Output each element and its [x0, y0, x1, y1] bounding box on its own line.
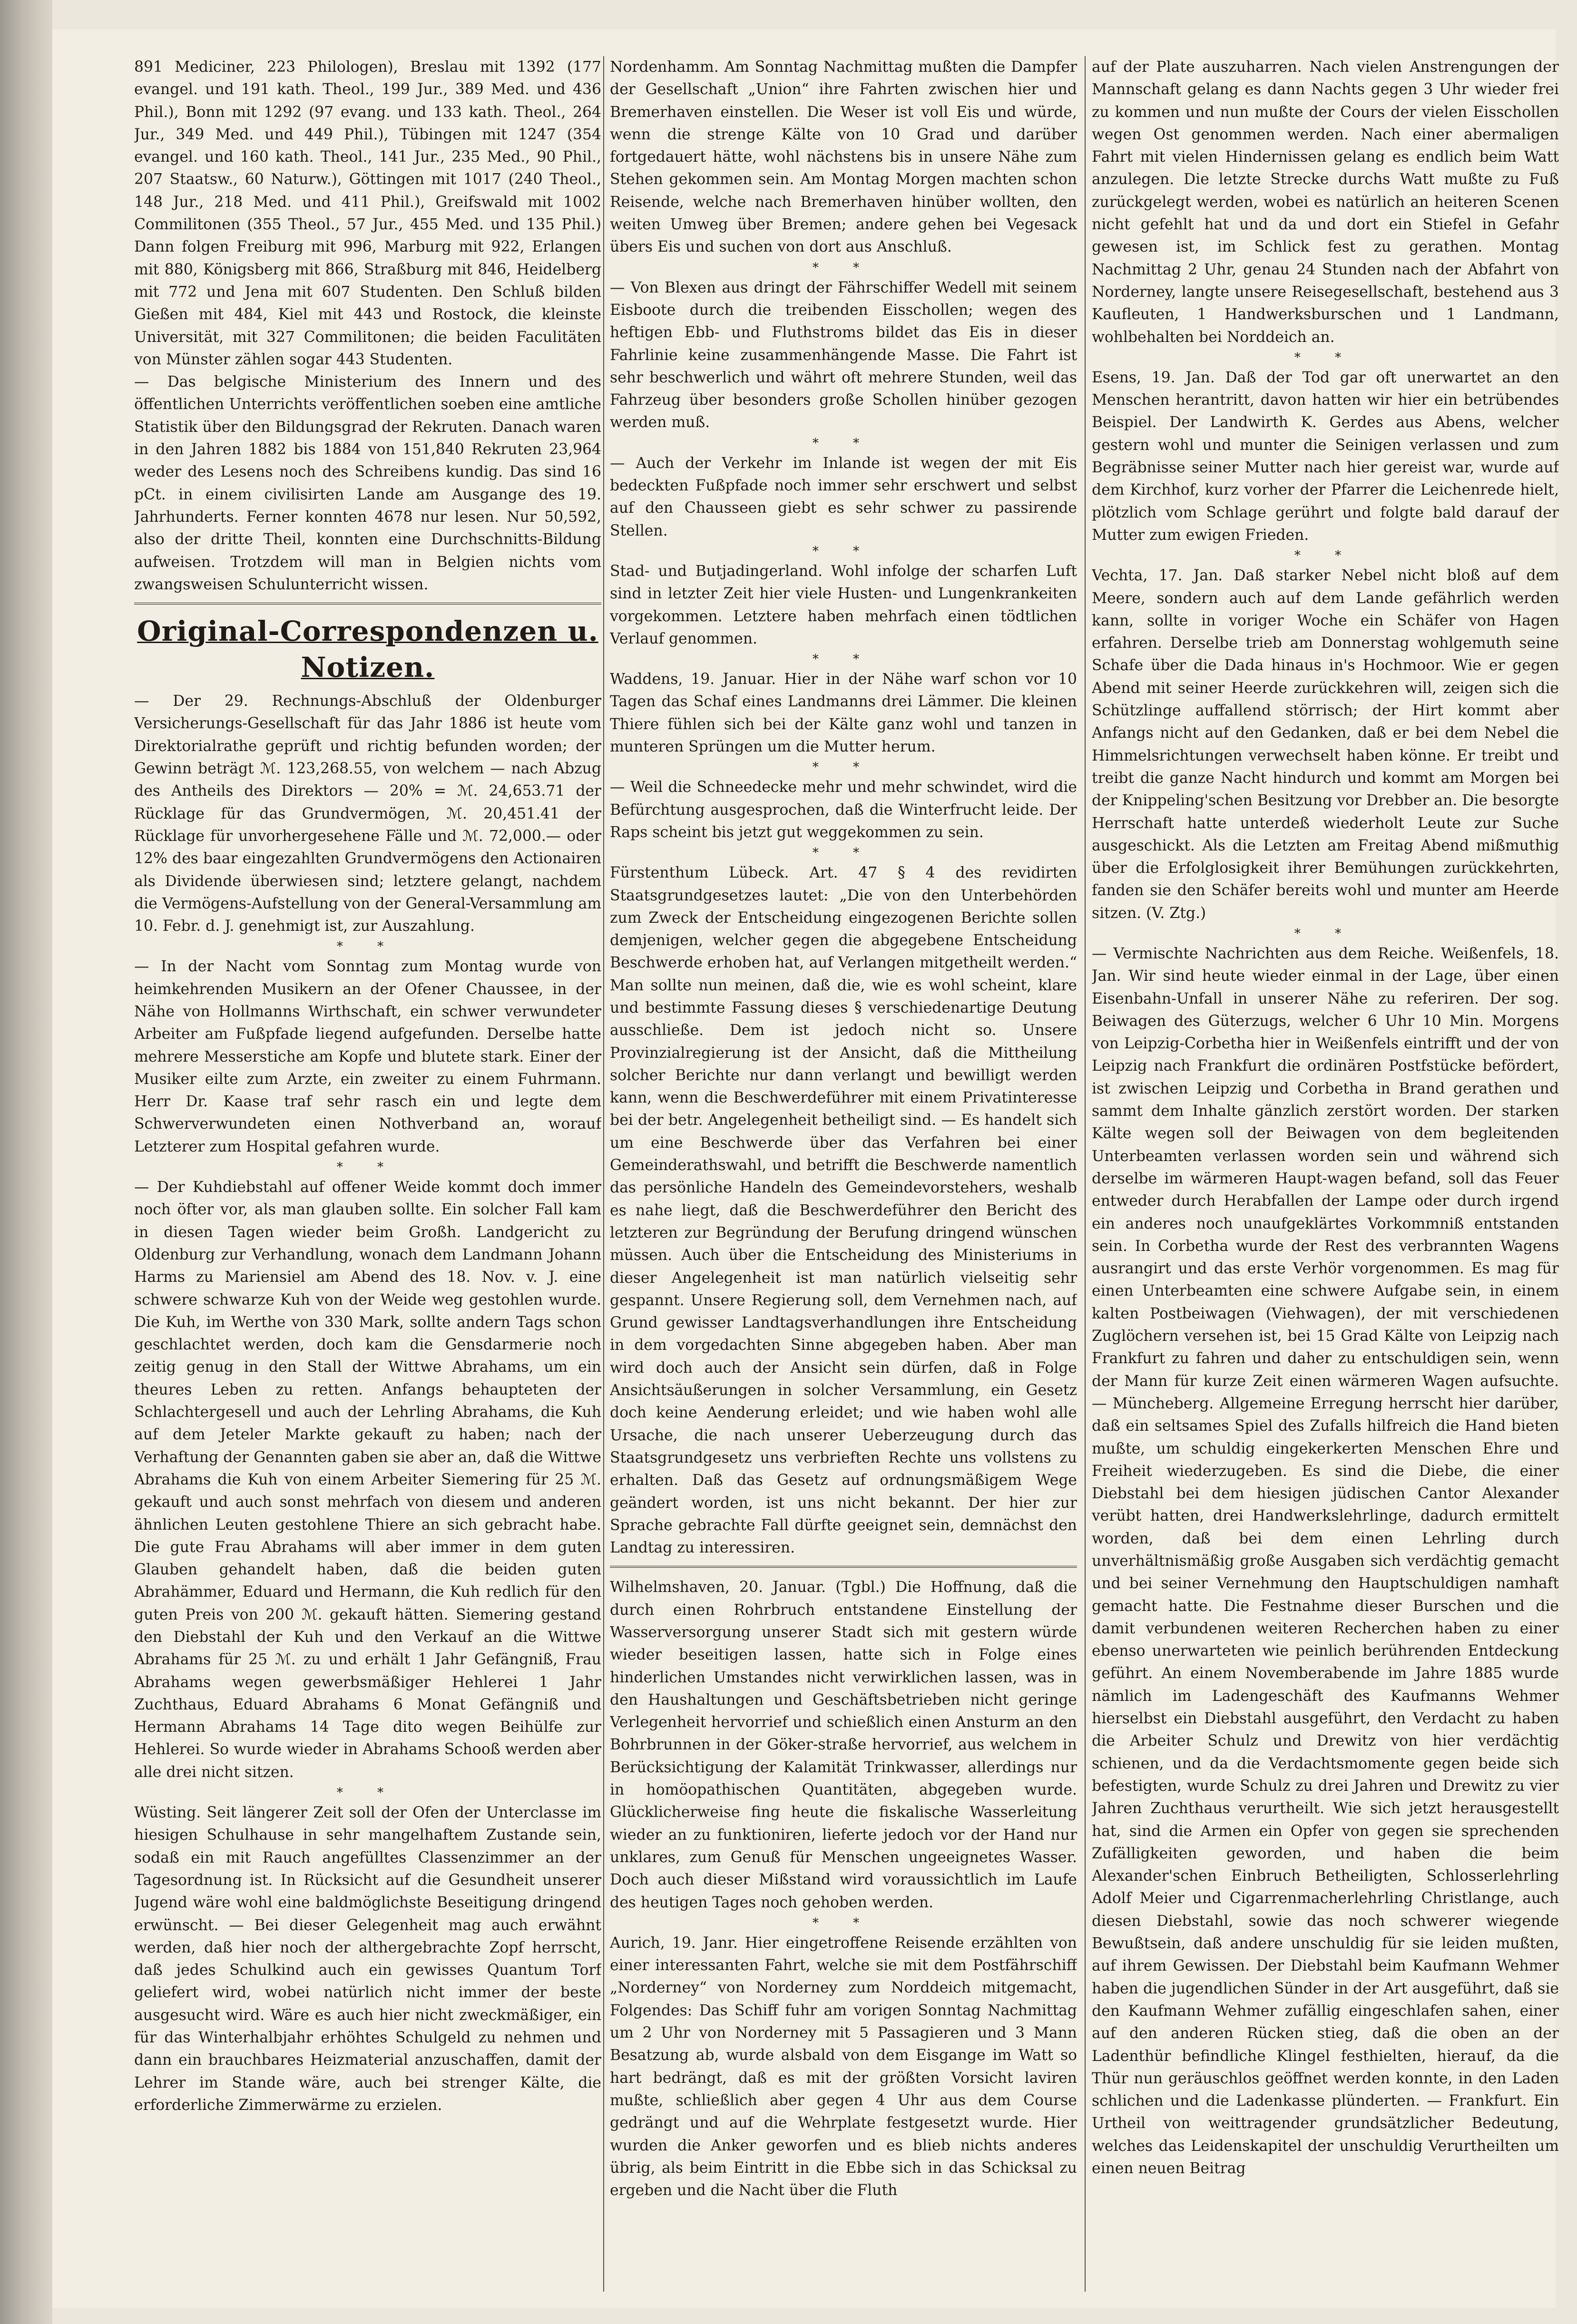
wounded-worker-paragraph: — In der Nacht vom Sonntag zum Montag wurde von heimkehrenden Musikern an der Ofener Chaussee, in der Nähe von Hollmanns Wirthschaft, ein schwer verwundeter Arbeiter am Fußpfade liegend aufgefunden. Derselbe hatte mehrere Messerstiche am Kopfe und blutete stark. Einer der Musiker eilte zum Arzte, ein zweiter zu einem Fuhrmann. Herr Dr. Kaase traf sehr rasch ein und legte dem Schwerverwundeten einen Nothverband an, worauf Letzterer zum Hospital gefahren wurde.	[134, 958, 601, 1155]
separator-stars: * *	[812, 1915, 875, 1930]
separator-stars: * *	[336, 939, 399, 954]
column-rule-1	[603, 56, 604, 2292]
university-statistics-paragraph: 891 Mediciner, 223 Philologen), Breslau mit 1392 (177 evangel. und 191 kath. Theol., 199 Jur., 389 Med. und 436 Phil.), Bonn mit 1292 (97 evang. und 133 kath. Theol., 264 Jur., 349 Med. und 449 Phil.), Tübingen mit 1247 (354 evangel. und 160 kath. Theol., 141 Jur., 235 Med., 90 Phil., 207 Staatsw., 60 Naturw.), Göttingen mit 1017 (240 Theol., 148 Jur., 218 Med. und 411 Phil.), Greifswald mit 1002 Commilitonen (355 Theol., 57 Jur., 455 Med. und 135 Phil.) Dann folgen Freiburg mit 996, Marburg mit 922, Erlangen mit 880, Königsberg mit 866, Straßburg mit 846, Heidelberg mit 772 und Jena mit 607 Studenten. Den Schluß bilden Gießen mit 484, Kiel mit 443 und Rostock, die kleinste Universität, mit 327 Commilitonen; die beiden Faculitäten von Münster zählen sogar 443 Studenten.	[134, 59, 601, 368]
separator-stars: * *	[1294, 926, 1357, 941]
vechta-paragraph: Vechta, 17. Jan. Daß starker Nebel nicht bloß auf dem Meere, sondern auch auf dem Lande gefährlich werden kann, sollte in voriger Woche ein Schäfer von Hagen erfahren. Derselbe trieb am Donnerstag wohlgemuth seine Schafe über die Dada hinaus in's Hochmoor. Wie er gegen Abend mit seiner Heerde zurückkehren will, zeigen sich die Schützlinge auffallend störrisch; der Hirt kommt aber Anfangs nicht auf den Gedanken, daß er bei dem Nebel die Himmelsrichtungen verwechselt haben könne. Er treibt und treibt die ganze Nacht hindurch und kommt am Morgen bei der Knippeling'schen Besitzung vor Drebber an. Die besorgte Herrschaft hatte unterdeß wiederholt Leute zur Suche ausgeschickt. Als die Letzten am Freitag Abend mißmuthig über die Erfolglosigkeit ihrer Bemühungen zurückkehrten, fanden sie den Schäfer bereits wohl und munter am Heerde sitzen. (V. Ztg.)	[1092, 567, 1559, 922]
waddens-paragraph: Waddens, 19. Januar. Hier in der Nähe warf schon vor 10 Tagen das Schaf eines Landmanns drei Lämmer. Die kleinen Thiere fühlen sich bei der Kälte ganz wohl und tanzen in munteren Sprüngen um die Mutter herum.	[610, 671, 1077, 756]
butjadingerland-paragraph: Stad- und Butjadingerland. Wohl infolge der scharfen Luft sind in letzter Zeit hier viele Husten- und Lungenkrankeiten vorgekommen. Letztere haben mehrfach einen tödtlichen Verlauf genommen.	[610, 562, 1077, 647]
binding-gutter	[0, 0, 52, 2324]
wuesting-paragraph: Wüsting. Seit längerer Zeit soll der Ofen der Unterclasse im hiesigen Schulhause in sehr mangelhaftem Zustande sein, sodaß ein mit Rauch angefülltes Classenzimmer an der Tagesordnung ist. In Rücksicht auf die Gesundheit unserer Jugend wäre wohl eine baldmöglichste Beseitigung dringend erwünscht. — Bei dieser Gelegenheit mag auch erwähnt werden, daß hier noch der althergebrachte Zopf herrscht, daß jedes Schulkind auch ein gewisses Quantum Torf geliefert wird, wobei natürlich nicht immer der beste ausgesucht wird. Wäre es auch hier nicht zweckmäßiger, ein für das Winterhalbjahr erhöhtes Schulgeld zu nehmen und dann ein brauchbares Heizmaterial anzuschaffen, damit der Lehrer im Stande wäre, auch bei strenger Kälte, die erforderliche Zimmerwärme zu erzielen.	[134, 1804, 601, 2114]
nordenhamm-paragraph: Nordenhamm. Am Sonntag Nachmittag mußten die Dampfer der Gesellschaft „Union“ ihre Fahrten zwischen hier und Bremerhaven einstellen. Die Weser ist voll Eis und würde, wenn die strenge Kälte von 10 Grad und darüber fortgedauert hätte, wohl nächstens bis in unsere Nähe zum Stehen gekommen sein. Am Montag Morgen machten schon Reisende, welche nach Bremerhaven hinüber wollten, den weiten Umweg über Bremen; andere gehen bei Vegesack übers Eis und suchen von dort aus Anschluß.	[610, 59, 1077, 256]
blexen-paragraph: — Von Blexen aus dringt der Fährschiffer Wedell mit seinem Eisboote durch die treibenden Eisschollen; wegen des heftigen Ebb- und Fluthstroms bildet das Eis in dieser Fahrlinie keine zusammenhängende Masse. Die Fahrt ist sehr beschwerlich und währt oft mehrere Stunden, weil das Fahrzeug über besonders große Schollen hinüber gezogen werden muß.	[610, 279, 1077, 431]
snow-cover-paragraph: — Weil die Schneedecke mehr und mehr schwindet, wird die Befürchtung ausgesprochen, daß die Winterfrucht leide. Der Raps scheint bis jetzt gut weggekommen zu sein.	[610, 779, 1077, 841]
belgian-ministry-paragraph: — Das belgische Ministerium des Innern und des öffentlichen Unterrichts veröffentlichen soeben eine amtliche Statistik über den Bildungsgrad der Rekruten. Danach waren in den Jahren 1882 bis 1884 von 151,840 Rekruten 23,964 weder des Lesens noch des Schreibens kundig. Das sind 16 pCt. in einem civilisirten Lande am Ausgange des 19. Jahrhunderts. Ferner konnten 4678 nur lesen. Nur 50,592, also der dritte Theil, konnten eine Durchschnitts-Bildung aufweisen. Trotzdem will man in Belgien nichts vom zwangsweisen Schulunterricht wissen.	[134, 373, 601, 593]
aurich-paragraph: Aurich, 19. Janr. Hier eingetroffene Reisende erzählten von einer interessanten Fahrt, welche sie mit dem Postfährschiff „Norderney“ von Norderney zum Norddeich mitgemacht, Folgendes: Das Schiff fuhr am vorigen Sonntag Nachmittag um 2 Uhr von Norderney mit 5 Passagieren und 3 Mann Besatzung ab, wurde alsbald von dem Eisgange im Watt so hart bedrängt, daß es mit der größten Vorsicht laviren mußte, schließlich aber gegen 4 Uhr aus dem Course gedrängt und auf die Wehrplate festgesetzt wurde. Hier wurden die Anker geworfen und es blieb nichts anderes übrig, als beim Eintritt in die Ebbe sich in das Schicksal zu ergeben und die Nacht über die Fluth	[610, 1934, 1077, 2199]
separator-stars: * *	[812, 436, 875, 450]
column-1	[134, 56, 601, 2292]
separator-stars: * *	[336, 1160, 399, 1175]
section-rule	[134, 603, 601, 605]
separator-stars: * *	[812, 846, 875, 860]
separator-stars: * *	[812, 760, 875, 775]
column-3	[1092, 56, 1559, 2292]
separator-stars: * *	[1294, 350, 1357, 365]
section-heading: Original-Correspondenzen u. Notizen.	[137, 615, 598, 684]
separator-stars: * *	[812, 260, 875, 275]
inland-traffic-paragraph: — Auch der Verkehr im Inlande ist wegen der mit Eis bedeckten Fußpfade noch immer sehr erschwert und selbst auf den Chausseen giebt es sehr schwer zu passirende Stellen.	[610, 454, 1077, 539]
separator-stars: * *	[1294, 548, 1357, 563]
insurance-report-paragraph: — Der 29. Rechnungs-Abschluß der Oldenburger Versicherungs-Gesellschaft für das Jahr 1886 ist heute vom Direktorialrathe geprüft und richtig befunden worden; der Gewinn beträgt ℳ. 123,268.55, von welchem — nach Abzug des Antheils des Direktors — 20% = ℳ. 24,653.71 der Rücklage für das Grundvermögen, ℳ. 20,451.41 der Rücklage für unvorhergesehene Fälle und ℳ. 72,000.— oder 12% des baar eingezahlten Grundvermögens den Actionairen als Dividende überwiesen sind; letztere gelangt, nachdem die Vermögens-Aufstellung von der General-Versammlung am 10. Febr. d. J. genehmigt ist, zur Auszahlung.	[134, 693, 601, 935]
cow-theft-paragraph: — Der Kuhdiebstahl auf offener Weide kommt doch immer noch öfter vor, als man glauben sollte. Ein solcher Fall kam in diesen Tagen wieder beim Großh. Landgericht zu Oldenburg zur Verhandlung, wonach dem Landmann Johann Harms zu Mariensiel am Abend des 18. Nov. v. J. eine schwere schwarze Kuh von der Weide weg gestohlen wurde. Die Kuh, im Werthe von 330 Mark, sollte andern Tags schon geschlachtet werden, doch kam die Gensdarmerie noch zeitig genug in den Stall der Wittwe Abrahams, um ein theures Leben zu retten. Anfangs behaupteten der Schlachtergesell und auch der Lehrling Abrahams, die Kuh auf dem Jeteler Markte gekauft zu haben; nach der Verhaftung der Genannten gaben sie aber an, daß die Wittwe Abrahams die Kuh von einem Arbeiter Siemering für 25 ℳ. gekauft und auch sonst mehrfach von diesem und anderen ähnlichen Leuten gestohlene Thiere an sich gebracht habe. Die gute Frau Abrahams will aber immer in dem guten Glauben gehandelt haben, daß die beiden guten Abrahämmer, Eduard und Hermann, die Kuh redlich für den guten Preis von 200 ℳ. gekauft hätten. Siemering gestand den Diebstahl der Kuh und den Verkauf an die Wittwe Abrahams für 25 ℳ. zu und erhält 1 Jahr Gefängniß, Frau Abrahams wegen gewerbsmäßiger Hehlerei 1 Jahr Zuchthaus, Eduard Abrahams 6 Monat Gefängniß und Hermann Abrahams 14 Tage dito wegen Beihülfe zur Hehlerei. So wurde wieder in Abrahams Schooß werden aber alle drei nicht sitzen.	[134, 1179, 601, 1781]
section-rule	[610, 1566, 1077, 1568]
wilhelmshaven-paragraph: Wilhelmshaven, 20. Januar. (Tgbl.) Die Hoffnung, daß die durch einen Rohrbruch entstandene Einstellung der Wasserversorgung unserer Stadt sich mit gestern würde wieder beseitigen lassen, hatte sich in Folge eines hinderlichen Umstandes nicht verwirklichen lassen, was in den Haushaltungen und Geschäftsbetrieben nicht geringe Verlegenheit hervorrief und schießlich einen Ansturm an den Bohrbrunnen in der Göker-straße hervorrief, aus welchem in Berücksichtigung der Kalamität Trinkwasser, allerdings nur in homöopathischen Quantitäten, abgegeben wurde. Glücklicherweise fing heute die fiskalische Wasserleitung wieder an zu funktioniren, lieferte jedoch vor der Hand nur unklares, zum Genuß für Menschen ungeeignetes Wasser. Doch auch dieser Mißstand wird voraussichtlich im Laufe des heutigen Tages noch gehoben werden.	[610, 1579, 1077, 1911]
luebeck-paragraph: Fürstenthum Lübeck. Art. 47 § 4 des revidirten Staatsgrundgesetzes lautet: „Die von den Unterbehörden zum Zweck der Entscheidung eingezogenen Berichte sollen demjenigen, welcher gegen die abgegebene Entscheidung Beschwerde erhoben hat, auf Verlangen mitgetheilt werden.“ Man sollte nun meinen, daß die, wie es wohl scheint, klare und bestimmte Fassung dieses § verschiedenartige Deutung ausschließe. Dem ist jedoch nicht so. Unsere Provinzialregierung ist der Ansicht, daß die Mittheilung solcher Berichte nur dann verlangt und bewilligt werden kann, wenn die Beschwerdeführer mit einem Privatinteresse bei der betr. Angelegenheit betheiligt sind. — Es handelt sich um eine Beschwerde über das Verfahren bei einer Gemeinderathswahl, und betrifft die Beschwerde namentlich das persönliche Handeln des Gemeindevorstehers, weshalb es nahe liegt, daß die Beschwerdeführer den Bericht des letzteren zur Begründung der Berufung dringend wünschen müssen. Auch über die Entscheidung des Ministeriums in dieser Angelegenheit ist man natürlich vielseitig sehr gespannt. Unsere Regierung soll, dem Vernehmen nach, auf Grund gewisser Landtagsverhandlungen ihre Entscheidung in dem vorgedachten Sinne abgegeben haben. Aber man wird doch auch der Ansicht sein dürfen, daß in Folge Ansichtsäußerungen in solcher Versammlung, ein Gesetz doch keine Aenderung erleidet; und wie haben wohl alle Ursache, die nach unserer Ueberzeugung durch das Staatsgrundgesetz uns verbrieften Rechte uns vollstens zu erhalten. Daß das Gesetz auf ordnungsmäßigem Wege geändert worden, ist uns nicht bekannt. Der hier zur Sprache gebrachte Fall dürfte geeignet sein, demnächst den Landtag zu interessiren.	[610, 864, 1077, 1557]
reich-news-paragraph: — Vermischte Nachrichten aus dem Reiche. Weißenfels, 18. Jan. Wir sind heute wieder einmal in der Lage, über einen Eisenbahn-Unfall in unserer Nähe zu referiren. Der sog. Beiwagen des Güterzugs, welcher 6 Uhr 10 Min. Morgens von Leipzig-Corbetha hier in Weißenfels eintrifft und der von Leipzig nach Frankfurt die ordinären Postfstücke befördert, ist zwischen Leipzig und Corbetha in Brand gerathen und sammt dem Inhalte gänzlich zerstört worden. Der starken Kälte wegen soll der Beiwagen von dem begleitenden Unterbeamten verlassen worden sein und während sich derselbe im wärmeren Haupt-wagen befand, soll das Feuer entweder durch Herabfallen der Lampe oder durch irgend ein anderes noch unaufgeklärtes Vorkommniß entstanden sein. In Corbetha wurde der Rest des verbrannten Wagens ausrangirt und das erste Verhör vorgenommen. Es mag für einen Unterbeamten eine schwere Aufgabe sein, in einem kalten Postbeiwagen (Viehwagen), der mit verschiedenen Zuglöchern versehen ist, bei 15 Grad Kälte von Leipzig nach Frankfurt zu fahren und daher zu entschuldigen sein, wenn der Mann für kurze Zeit einen wärmeren Wagen aufsuchte. — Müncheberg. Allgemeine Erregung herrscht hier darüber, daß ein seltsames Spiel des Zufalls hilfreich die Hand bieten mußte, um schuldig eingekerkerten Menschen Ehre und Freiheit wiederzugeben. Es sind die Diebe, die einer Diebstahl bei dem hiesigen jüdischen Cantor Alexander verübt hatten, drei Handwerkslehrlinge, dadurch ermittelt worden, daß bei dem einen Lehrling durch unverhältnismäßig große Ausgaben sich verdächtig gemacht und bei seiner Vernehmung den Hauptschuldigen namhaft gemacht hatte. Die Festnahme dieser Burschen und die damit verbundenen weiteren Recherchen haben zu einer ebenso unerwarteten wie peinlich berührenden Entdeckung geführt. An einem Novemberabende im Jahre 1885 wurde nämlich im Ladengeschäft des Kaufmanns Wehmer hierselbst ein Diebstahl ausgeführt, den Verdacht zu haben die Arbeiter Schulz und Drewitz von hier verdächtig schienen, und da die Verdachtsmomente gegen beide sich befestigten, wurde Schulz zu drei Jahren und Drewitz zu vier Jahren Zuchthaus verurtheilt. Wie sich jetzt herausgestellt hat, sind die Armen ein Opfer von gegen sie sprechenden Zufälligkeiten geworden, und haben die beim Alexander'schen Einbruch Betheiligten, Schlosserlehrling Adolf Meier und Cigarrenmacherlehrling Christlange, auch diesen Diebstahl, sowie das noch schwerer wiegende Bewußtsein, daß andere unschuldig für sie leiden mußten, auf ihrem Gewissen. Der Diebstahl beim Kaufmann Wehmer haben die jugendlichen Sünder in der Art ausgeführt, daß sie den Kaufmann Wehmer zufällig eingeschlafen sahen, einer auf den anderen Rücken stieg, daß die oben an der Ladenthür befindliche Klingel festhielten, hierauf, da die Thür nun geräuschlos geöffnet werden konnte, in den Laden schlichen und die Ladenkasse plünderten. — Frankfurt. Ein Urtheil von weittragender grundsätzlicher Bedeutung, welches das Leidenskapitel der unschuldig Verurtheilten um einen neuen Beitrag	[1092, 945, 1559, 2178]
separator-stars: * *	[812, 544, 875, 558]
separator-stars: * *	[336, 1786, 399, 1800]
norderney-continuation-paragraph: auf der Plate auszuharren. Nach vielen Anstrengungen der Mannschaft gelang es dann Nachts gegen 3 Uhr wieder frei zu kommen und nun mußte der Cours der vielen Eisschollen wegen Ost genommen werden. Nach einer abermaligen Fahrt mit vielen Hindernissen gelang es endlich beim Watt anzulegen. Die letzte Strecke durchs Watt mußte zu Fuß zurückgelegt werden, wobei es natürlich an heiteren Scenen nicht gefehlt hat und da und dort ein Stiefel in Gefahr gewesen ist, im Schlick fest zu gerathen. Montag Nachmittag 2 Uhr, genau 24 Stunden nach der Abfahrt von Norderney, langte unsere Reisegesellschaft, bestehend aus 3 Kaufleuten, 1 Handwerksburschen und 1 Landmann, wohlbehalten bei Norddeich an.	[1092, 59, 1559, 346]
separator-stars: * *	[812, 652, 875, 667]
esens-paragraph: Esens, 19. Jan. Daß der Tod gar oft unerwartet an den Menschen herantritt, davon hatten wir hier ein betrübendes Beispiel. Der Landwirth K. Gerdes aus Abens, welcher gestern wohl und munter die Seinigen verlassen und zum Begräbnisse seiner Mutter nach hier gereist war, wurde auf dem Kirchhof, kurz vorher der Pfarrer die Leichenrede hielt, plötzlich vom Schlage gerührt und folgte bald darauf der Mutter zum ewigen Frieden.	[1092, 369, 1559, 544]
column-2	[610, 56, 1077, 2292]
column-rule-2	[1085, 56, 1086, 2292]
